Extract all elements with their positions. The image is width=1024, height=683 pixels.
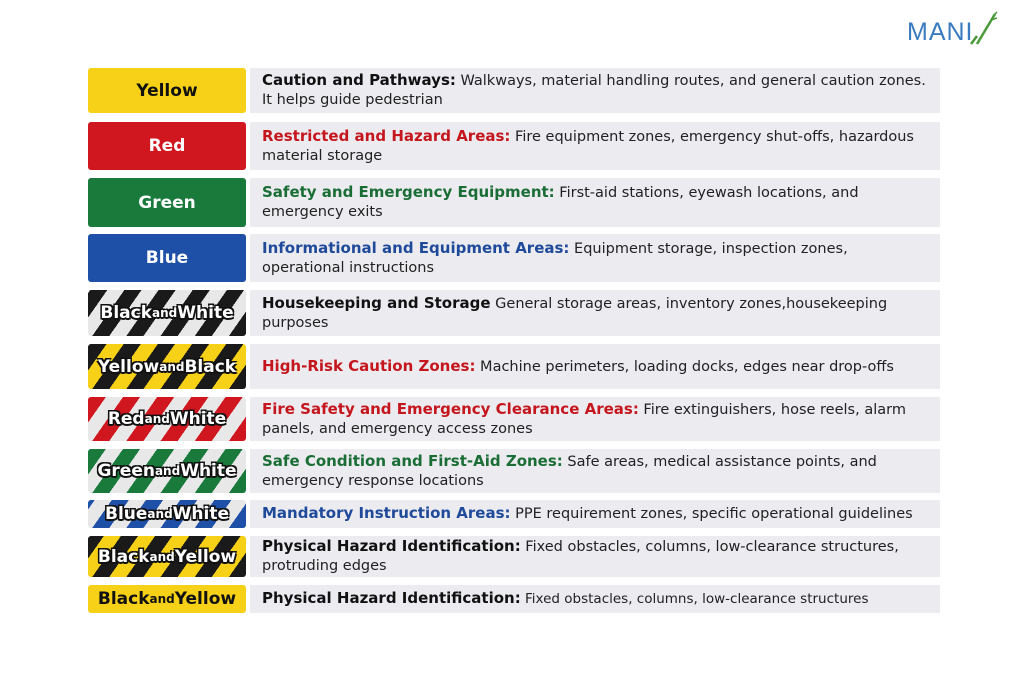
checkmark-leaf-icon (969, 10, 999, 46)
description (250, 122, 940, 170)
label-word: Red (107, 409, 145, 429)
label-word: and (159, 359, 185, 374)
label-word: Red (148, 136, 186, 156)
description-title: Physical Hazard Identification: (262, 537, 521, 555)
label-word: White (177, 303, 234, 323)
description (250, 234, 940, 282)
description-text: Walkways, material handling routes, and general caution zones. It helps guide pedestrian (262, 73, 926, 108)
label-word: Yellow (136, 80, 198, 101)
label-word: White (180, 461, 237, 481)
maniv-logo (907, 18, 974, 47)
legend-row (88, 290, 940, 336)
color-swatch-label (88, 234, 246, 282)
color-swatch-label (88, 290, 246, 336)
description-text: Fire extinguishers, hose reels, alarm panels, and emergency access zones (262, 401, 906, 437)
label-word: Black (97, 546, 150, 567)
legend-row (88, 344, 940, 389)
label-word: and (152, 306, 178, 320)
label-word: and (149, 592, 175, 606)
description-text: Fire equipment zones, emergency shut-offs, hazardous material storage (262, 128, 914, 164)
color-swatch-label (88, 344, 246, 389)
legend-row (88, 234, 940, 282)
description-title: Safe Condition and First-Aid Zones: (262, 451, 563, 470)
description-title: Fire Safety and Emergency Clearance Areas: (262, 399, 639, 418)
description-text: General storage areas, inventory zones,housekeeping purposes (262, 295, 888, 331)
label-word: and (149, 549, 175, 564)
legend-row (88, 397, 940, 441)
description-title: Safety and Emergency Equipment: (262, 183, 555, 201)
color-swatch-label (88, 68, 246, 113)
description (250, 500, 940, 528)
logo-text: MANI (907, 18, 974, 46)
label-word: and (147, 507, 173, 521)
description-title: Caution and Pathways: (262, 71, 456, 89)
description (250, 536, 940, 577)
description-text: PPE requirement zones, specific operational guidelines (510, 506, 913, 522)
description-title: High-Risk Caution Zones: (262, 356, 476, 375)
label-word: Green (97, 461, 155, 481)
description-title: Housekeeping and Storage (262, 293, 491, 312)
legend-row (88, 500, 940, 528)
description-text: Machine perimeters, loading docks, edges near drop-offs (475, 358, 894, 375)
legend-row (88, 178, 940, 227)
description (250, 397, 940, 441)
description-title: Restricted and Hazard Areas: (262, 126, 511, 145)
label-word: and (144, 412, 170, 426)
label-word: Black (184, 356, 237, 377)
color-swatch-label (88, 500, 246, 528)
legend-row (88, 122, 940, 170)
color-swatch-label (88, 585, 246, 613)
description-title: Physical Hazard Identification: (262, 589, 521, 607)
label-word: Black (97, 589, 150, 609)
color-swatch-label (88, 122, 246, 170)
legend-row (88, 449, 940, 493)
label-word: Blue (105, 504, 148, 524)
description-text: Fixed obstacles, columns, low-clearance structures (520, 591, 869, 607)
description-title: Mandatory Instruction Areas: (262, 504, 511, 522)
color-swatch-label (88, 178, 246, 227)
label-word: White (169, 409, 227, 429)
color-swatch-label (88, 397, 246, 441)
description-text: Safe areas, medical assistance points, and emergency response locations (262, 453, 877, 489)
label-word: Black (100, 303, 153, 323)
description (250, 344, 940, 389)
legend-row (88, 585, 940, 613)
description-title: Informational and Equipment Areas: (262, 238, 570, 257)
description-text: Equipment storage, inspection zones, operational instructions (262, 240, 848, 276)
label-word: Blue (145, 248, 189, 268)
description (250, 449, 940, 493)
label-word: Green (138, 192, 196, 213)
label-word: Yellow (174, 589, 237, 609)
description (250, 290, 940, 336)
color-swatch-label (88, 536, 246, 577)
legend-row (88, 68, 940, 113)
legend-row (88, 536, 940, 577)
color-swatch-label (88, 449, 246, 493)
label-word: Yellow (97, 356, 160, 377)
label-word: White (172, 504, 229, 524)
description-text: Fixed obstacles, columns, low-clearance structures, protruding edges (262, 539, 899, 574)
description (250, 585, 940, 613)
description (250, 68, 940, 113)
description-text: First-aid stations, eyewash locations, and emergency exits (262, 185, 859, 220)
label-word: Yellow (174, 546, 237, 567)
description (250, 178, 940, 227)
label-word: and (154, 464, 181, 478)
